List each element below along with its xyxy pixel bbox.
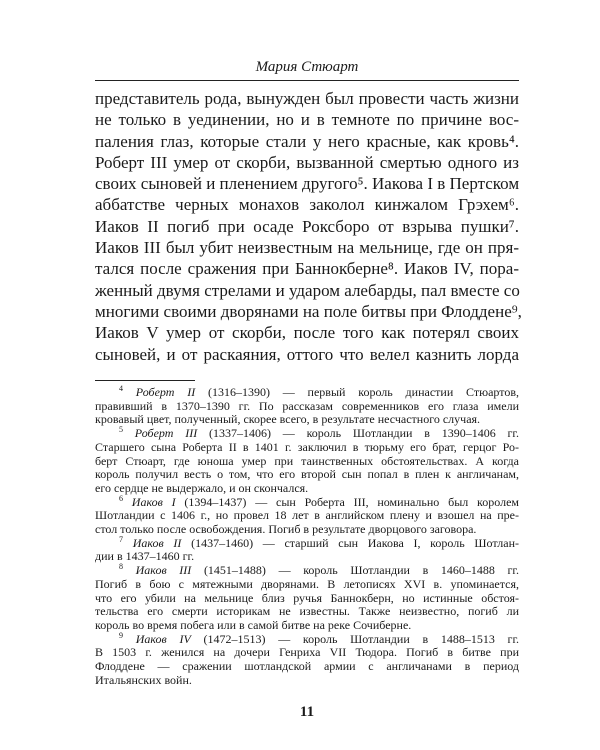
body-line: своих сыновей и пленением другого⁵. Иакова I в Пертском [95, 174, 520, 194]
footnote-line: берт Стюарт, где юноша умер при таинственных обстоятельствах. А когда [95, 453, 519, 468]
footnote-name: Роберт III [134, 426, 198, 441]
footnote-8 [95, 564, 519, 578]
footnote-line: Шотландии с 1406 г., но провел 18 лет в английском плену и взошел на пре- [95, 508, 519, 523]
footnote-text: (1451–1488) — король Шотландии в 1460–1488 гг. [203, 563, 520, 578]
footnote-line: король получил весть о том, что его второй сын попал в плен к англичанам, [95, 467, 519, 482]
body-line: не только в уединении, но и в темноте по причине вос- [95, 110, 519, 130]
footnote-line: правивший в 1370–1390 гг. По рассказам современников его глаза имели [95, 398, 519, 413]
footnote-name: Иаков III [135, 563, 192, 578]
footnote-line: его сердце не выдержало, и он скончался. [95, 480, 309, 495]
footnote-number: 4 [119, 384, 123, 393]
body-line: паления глаз, которые стали у него красные, как кровь⁴. [95, 131, 519, 151]
footnote-7 [95, 534, 520, 551]
header-rule [95, 80, 519, 81]
footnote-text: (1337–1406) — король Шотландии в 1390–1406 гг. [208, 426, 519, 441]
body-line: сыновей, и от раскаяния, оттого что велел казнить лорда [95, 344, 519, 364]
body-line: многими своими дворянами на поле битвы при Флоддене⁹, [95, 301, 522, 321]
footnote-text: (1394–1437) — сын Роберта III, номинально был королем [184, 494, 520, 509]
footnote-line: Погиб в бою с мятежными дворянами. В летописях XVI в. упоминается, [95, 576, 519, 591]
footnote-text: (1472–1513) — король Шотландии в 1488–1513 гг. [203, 631, 520, 646]
body-line: аббатстве черных монахов заколол кинжалом Грэхем⁶. [95, 195, 519, 215]
footnote-line: В 1503 г. женился на дочери Генриха VII Тюдора. Погиб в битве при [95, 645, 519, 660]
footnote-line: кровавый цвет, полученный, скорее всего, в результате несчастного случая. [95, 412, 481, 427]
footnote-text: (1437–1460) — старший сын Иакова I, король Шотлан- [191, 535, 520, 550]
footnote-line: Флоддене — сражении шотландской армии с англичанами в период [95, 659, 519, 674]
body-line: Иаков II погиб при осаде Роксборо от взрыва пушки⁷. [95, 216, 519, 236]
body-text [95, 88, 522, 365]
footnote-name: Роберт II [135, 385, 196, 399]
footnote-name: Иаков IV [135, 631, 191, 646]
body-line: тался после сражения при Баннокберне⁸. Иаков IV, пора- [95, 259, 519, 279]
footnote-number: 9 [119, 630, 123, 640]
body-line: Иаков V умер от скорби, после того как потерял своих [95, 323, 519, 343]
footnote-number: 7 [119, 534, 123, 544]
footnote-number: 8 [119, 562, 123, 572]
footnote-line: Итальянских войн. [95, 672, 192, 687]
footnote-line: король во время побега или в самой битве на реке Сочиберне. [95, 617, 412, 632]
footnote-line: что его убили на мельнице близ ручья Баннокберн, но истинные обстоя- [95, 590, 519, 605]
footnote-line: тельства его смерти историкам не известны. Также неизвестно, погиб ли [95, 604, 519, 619]
footnote-name: Иаков II [132, 535, 182, 550]
body-line: Роберт III умер от скорби, вызванной смертью одного из [95, 152, 519, 172]
body-line: Иаков III был убит неизвестным на мельнице, где он пря- [95, 238, 519, 258]
footnote-9 [95, 630, 520, 647]
footnote-separator [95, 380, 195, 381]
footnote-4 [95, 386, 519, 400]
footnote-number: 6 [119, 493, 123, 503]
footnotes [95, 386, 519, 687]
footnote-number: 5 [119, 425, 123, 435]
footnote-6 [95, 493, 520, 510]
footnote-line: стол только после освобождения. Погиб в результате дворцового заговора. [95, 522, 477, 537]
footnote-line: Старшего сына Роберта II в 1401 г. заключил в тюрьму его брат, герцог Ро- [95, 439, 519, 454]
footnote-5 [95, 427, 519, 441]
body-line: представитель рода, вынужден был провести часть жизни [95, 89, 519, 108]
footnote-text: (1316–1390) — первый король династии Стюартов, [207, 385, 520, 399]
running-header: Мария Стюарт [255, 59, 359, 75]
body-line: женный двумя стрелами и ударом алебарды, пал вместе со [95, 280, 520, 300]
footnote-line: дии в 1437–1460 гг. [95, 549, 195, 564]
page-number: 11 [299, 704, 315, 720]
footnote-name: Иаков I [131, 494, 176, 509]
